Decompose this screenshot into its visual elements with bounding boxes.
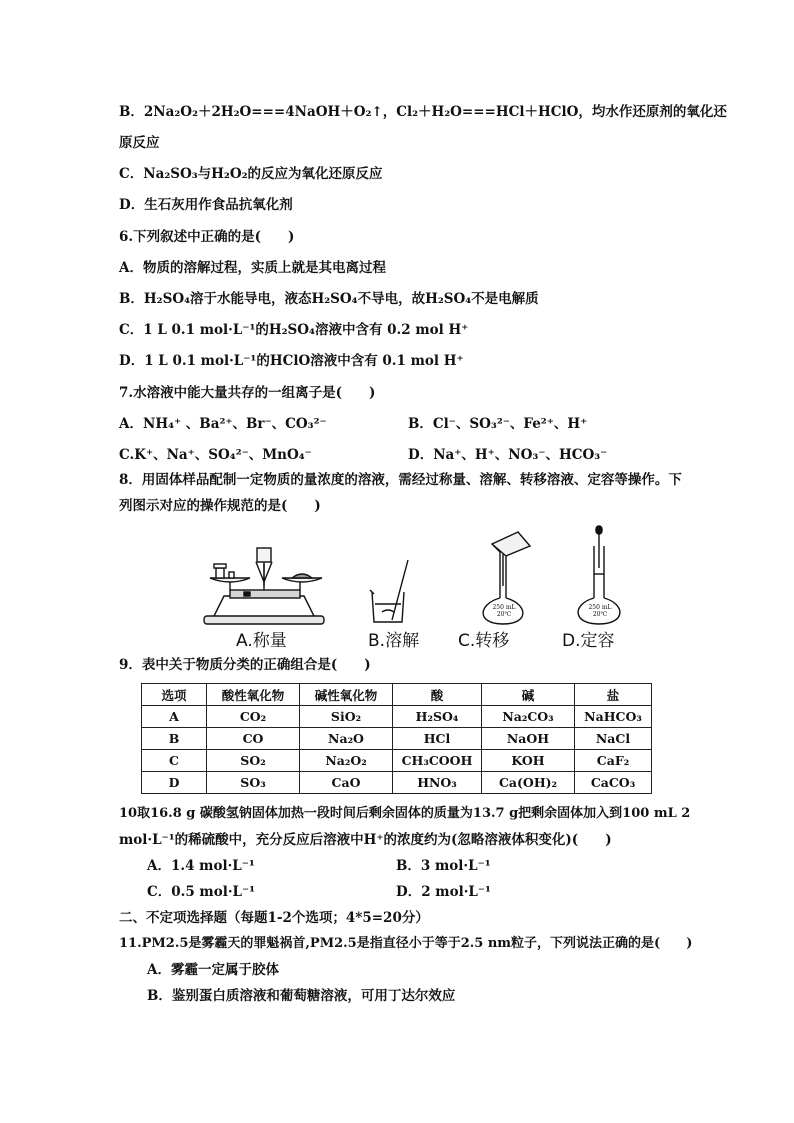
lab-operations-figure [196,524,636,654]
flask-volume-label: 250 mL [588,604,612,611]
table-header-cell: 酸性氧化物 [207,684,300,706]
table-header-cell: 选项 [142,684,207,706]
caption-d: D.定容 [562,631,615,651]
table-cell: CaCO₃ [575,772,652,794]
q6-option-d: D．1 L 0.1 mol·L⁻¹的HClO溶液中含有 0.1 mol H⁺ [119,353,464,369]
classification-table [141,683,652,794]
table-cell: HCl [393,728,482,750]
q6-option-a: A．物质的溶解过程，实质上就是其电离过程 [119,260,386,276]
table-row [142,706,652,728]
q10-stem-line1: 10取16.8 g 碳酸氢钠固体加热一段时间后剩余固体的质量为13.7 g把剩余固体加入到100 mL 2 [119,806,691,821]
lab-apparatus-drawing [196,524,636,626]
table-cell: SO₃ [207,772,300,794]
table-cell: Na₂O₂ [300,750,393,772]
q7-stem: 7.水溶液中能大量共存的一组离子是( ) [119,385,376,401]
q10-option-c: C．0.5 mol·L⁻¹ [147,884,256,900]
table-cell: H₂SO₄ [393,706,482,728]
table-cell: A [142,706,207,728]
table-cell: C [142,750,207,772]
table-cell: Na₂O [300,728,393,750]
table-header-cell: 碱 [482,684,575,706]
dropper-flask-label [578,604,622,618]
table-header-cell: 碱性氧化物 [300,684,393,706]
table-cell: CaO [300,772,393,794]
flask-volume-label: 250 mL [492,604,516,611]
q5-option-c: C．Na₂SO₃与H₂O₂的反应为氧化还原反应 [119,166,383,182]
table-cell: NaCl [575,728,652,750]
q7-option-d: D．Na⁺、H⁺、NO₃⁻、HCO₃⁻ [408,447,608,463]
q8-stem-line2: 列图示对应的操作规范的是( ) [119,498,321,514]
table-cell: CaF₂ [575,750,652,772]
table-row [142,728,652,750]
q5-option-b-line1: B．2Na₂O₂＋2H₂O===4NaOH＋O₂↑，Cl₂＋H₂O===HCl＋HClO，均水作还原剂的氧化还 [119,104,727,120]
table-cell: KOH [482,750,575,772]
table-cell: B [142,728,207,750]
table-cell: SO₂ [207,750,300,772]
balance-icon [204,548,324,624]
q10-option-b: B．3 mol·L⁻¹ [396,858,491,874]
table-header-row [142,684,652,706]
table-cell: HNO₃ [393,772,482,794]
table-row [142,750,652,772]
table-cell: NaOH [482,728,575,750]
transfer-flask-label [482,604,526,618]
q11-option-a: A．雾霾一定属于胶体 [147,962,279,978]
q8-stem-line1: 8．用固体样品配制一定物质的量浓度的溶液，需经过称量、溶解、转移溶液、定容等操作。下 [119,472,682,488]
beaker-stirring-icon [370,560,408,622]
table-cell: CH₃COOH [393,750,482,772]
table-cell: SiO₂ [300,706,393,728]
table-cell: Na₂CO₃ [482,706,575,728]
flask-temperature-label: 20℃ [496,611,512,618]
table-row [142,772,652,794]
q11-option-b: B．鉴别蛋白质溶液和葡萄糖溶液，可用丁达尔效应 [147,988,456,1004]
q11-stem: 11.PM2.5是雾霾天的罪魁祸首,PM2.5是指直径小于等于2.5 nm粒子，下列说法正确的是( ) [119,936,693,951]
table-cell: NaHCO₃ [575,706,652,728]
table-cell: Ca(OH)₂ [482,772,575,794]
q6-option-b: B．H₂SO₄溶于水能导电，液态H₂SO₄不导电，故H₂SO₄不是电解质 [119,291,539,307]
caption-a: A.称量 [236,631,287,651]
table-cell: D [142,772,207,794]
q7-option-c: C.K⁺、Na⁺、SO₄²⁻、MnO₄⁻ [119,447,312,463]
caption-c: C.转移 [458,631,510,651]
section-two-heading: 二、不定项选择题（每题1-2个选项；4*5=20分） [119,910,429,926]
flask-temperature-label: 20℃ [592,611,608,618]
q5-option-d: D．生石灰用作食品抗氧化剂 [119,197,293,213]
table-cell: CO₂ [207,706,300,728]
q10-option-d: D．2 mol·L⁻¹ [396,884,491,900]
table-header-cell: 盐 [575,684,652,706]
q6-stem: 6.下列叙述中正确的是( ) [119,229,295,245]
q10-stem-line2: mol·L⁻¹的稀硫酸中，充分反应后溶液中H⁺的浓度约为(忽略溶液体积变化)( ) [119,832,612,848]
q7-option-b: B．Cl⁻、SO₃²⁻、Fe²⁺、H⁺ [408,416,588,432]
q7-option-a: A．NH₄⁺ 、Ba²⁺、Br⁻、CO₃²⁻ [119,416,327,432]
q5-option-b-line2: 原反应 [119,135,160,151]
q9-stem: 9．表中关于物质分类的正确组合是( ) [119,657,371,673]
q10-option-a: A．1.4 mol·L⁻¹ [147,858,255,874]
caption-b: B.溶解 [368,631,420,651]
q6-option-c: C．1 L 0.1 mol·L⁻¹的H₂SO₄溶液中含有 0.2 mol H⁺ [119,322,469,338]
table-header-cell: 酸 [393,684,482,706]
table-cell: CO [207,728,300,750]
